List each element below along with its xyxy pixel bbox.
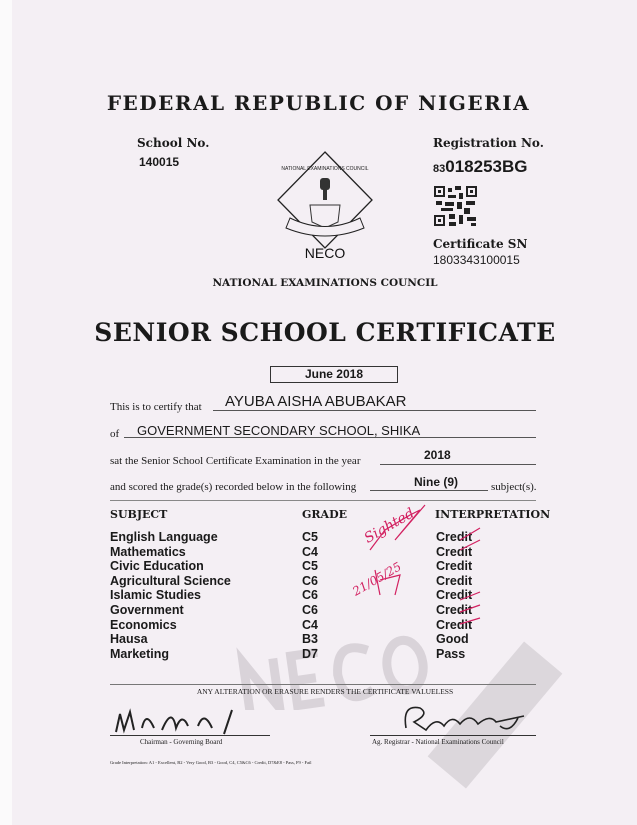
country-heading: FEDERAL REPUBLIC OF NIGERIA	[106, 91, 531, 115]
cell-interp: Credit	[436, 588, 473, 603]
table-row	[110, 632, 530, 647]
cell-grade: C6	[302, 603, 318, 617]
cell-subject: Marketing	[110, 646, 170, 661]
cell-subject: Agricultural Science	[110, 573, 231, 588]
cell-grade: D7	[302, 646, 318, 661]
header-grade: GRADE	[302, 508, 347, 521]
cell-grade: C6	[302, 573, 318, 588]
cell-grade: C4	[302, 617, 318, 632]
registrar-label: Ag. Registrar - National Examinations Council	[372, 738, 504, 746]
subject-count: Nine (9)	[414, 475, 459, 489]
qr-code-icon	[433, 185, 478, 227]
cell-interp: Credit	[436, 603, 473, 617]
neco-logo	[270, 140, 380, 265]
annotation-marks	[340, 500, 490, 630]
cell-interp: Credit	[436, 617, 473, 632]
school-name: GOVERNMENT SECONDARY SCHOOL, SHIKA	[137, 423, 421, 438]
cell-subject: Hausa	[110, 632, 148, 647]
cell-subject: Economics	[110, 617, 177, 632]
cell-grade: B3	[302, 632, 318, 647]
exam-year: 2018	[424, 448, 451, 462]
of-label: of	[110, 428, 120, 440]
school-no: 140015	[139, 155, 180, 169]
cell-interp: Credit	[436, 559, 473, 574]
cell-subject: Government	[110, 603, 184, 617]
subjects-suffix: subject(s).	[491, 481, 537, 493]
chairman-label: Chairman - Governing Board	[140, 738, 223, 746]
reg-no	[433, 157, 527, 177]
cell-interp: Credit	[436, 544, 473, 559]
cell-interp: Credit	[436, 530, 473, 544]
reg-no-main: 018253BG	[445, 157, 528, 176]
certify-label: This is to certify that	[110, 401, 202, 413]
cert-sn: 1803343100015	[433, 253, 520, 267]
page-edge	[0, 0, 12, 825]
table-row	[110, 647, 530, 662]
certificate-title: SENIOR SCHOOL CERTIFICATE	[94, 318, 556, 347]
cell-subject: Civic Education	[110, 559, 204, 574]
cell-grade: C4	[302, 544, 318, 559]
exam-session: June 2018	[270, 366, 398, 383]
cell-interp: Good	[436, 632, 469, 647]
header-interpretation: INTERPRETATION	[435, 508, 551, 521]
cell-grade: C5	[302, 559, 318, 574]
chairman-signature	[112, 702, 272, 736]
reg-no-prefix: 83	[433, 163, 446, 175]
header-subject: SUBJECT	[110, 508, 168, 521]
svg-text:NECO: NECO	[304, 245, 346, 261]
school-no-label: School No.	[137, 136, 210, 150]
cell-subject: Mathematics	[110, 544, 186, 559]
cell-subject: Islamic Studies	[110, 588, 202, 603]
sighted-annotation: Sighted	[361, 505, 418, 547]
cell-subject: English Language	[110, 530, 218, 544]
svg-text:NATIONAL EXAMINATIONS COUNCIL: NATIONAL EXAMINATIONS COUNCIL	[281, 166, 369, 172]
year-label: sat the Senior School Certificate Examination in the year	[110, 455, 361, 467]
grade-key: Grade Interpretation: A1 - Excellent, B2 - Very Good, B3 - Good, C4, C5&C6 - Credit, D7&E8 - Pass, F9 - Fail	[110, 760, 312, 765]
alteration-warning: ANY ALTERATION OR ERASURE RENDERS THE CERTIFICATE VALUELESS	[196, 687, 454, 696]
reg-no-label: Registration No.	[433, 136, 544, 150]
cell-grade: C6	[302, 588, 318, 603]
cert-sn-label: Certificate SN	[433, 237, 528, 251]
candidate-name: AYUBA AISHA ABUBAKAR	[225, 393, 407, 410]
council-name: NATIONAL EXAMINATIONS COUNCIL	[212, 277, 438, 289]
registrar-signature	[400, 700, 530, 734]
cell-interp: Pass	[436, 646, 466, 661]
cell-grade: C5	[302, 530, 318, 544]
scored-label: and scored the grade(s) recorded below in the following	[110, 481, 357, 493]
cell-interp: Credit	[436, 573, 473, 588]
annotation-date: 21/05/25	[350, 559, 404, 599]
